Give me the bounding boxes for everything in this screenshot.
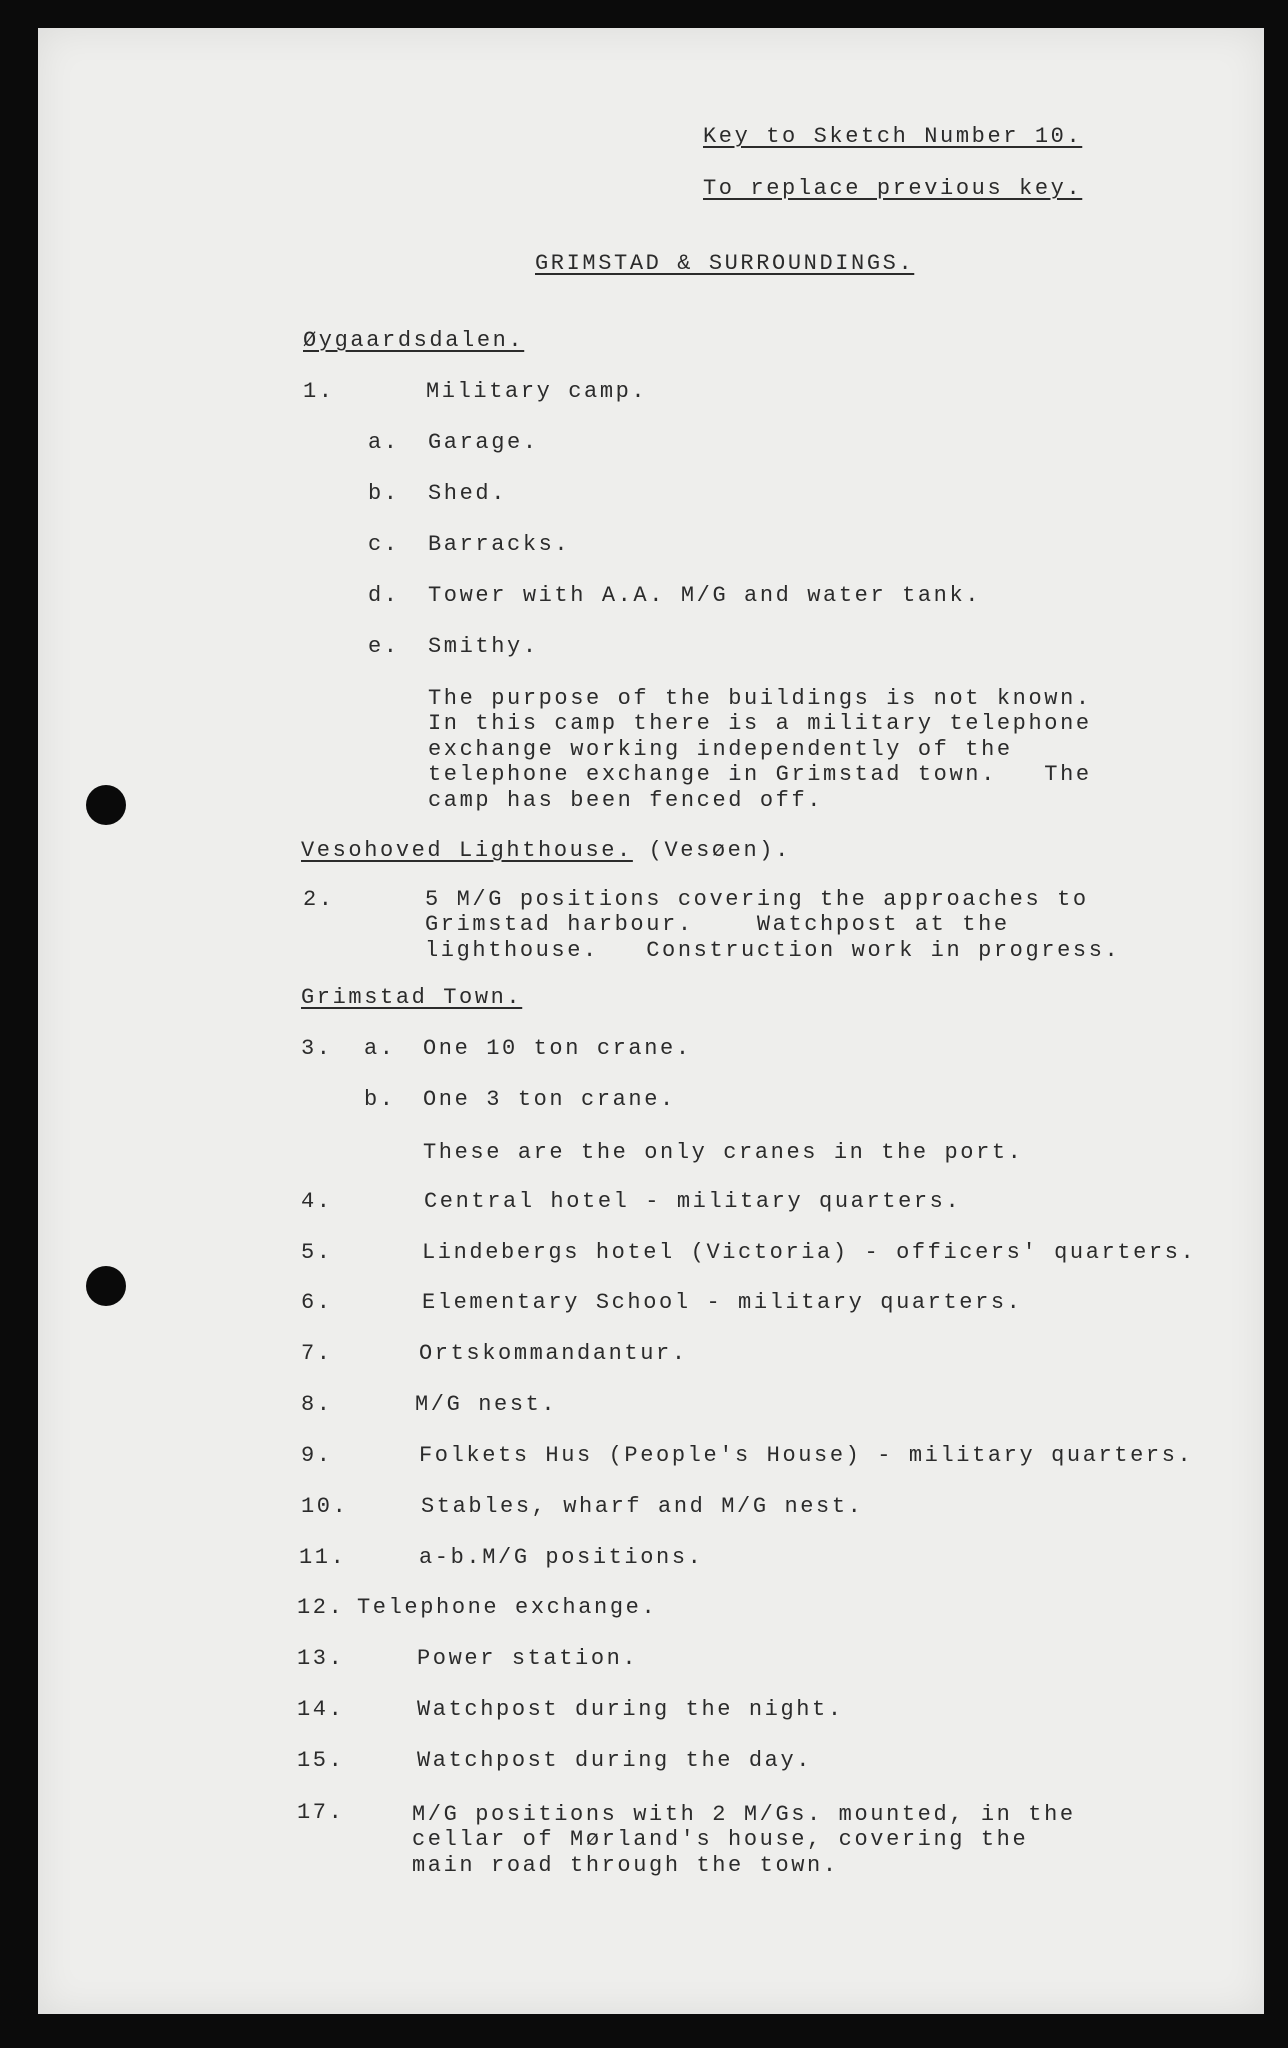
item-text: Lindebergs hotel (Victoria) - officers' quarters. <box>422 1240 1197 1265</box>
section-heading-suffix: (Vesøen). <box>632 838 791 863</box>
item-text: Power station. <box>417 1646 639 1671</box>
item-text: M/G nest. <box>415 1392 558 1417</box>
section-heading: Grimstad Town. <box>301 985 523 1010</box>
note-line: camp has been fenced off. <box>428 788 824 813</box>
item-text-line: lighthouse. Construction work in progress. <box>425 938 1121 963</box>
sub-item-letter: a. <box>368 430 400 455</box>
sub-item-letter: a. <box>364 1036 396 1061</box>
sub-item-letter: c. <box>368 532 400 557</box>
item-number: 3. <box>301 1036 333 1061</box>
item-text-line: main road through the town. <box>412 1853 839 1878</box>
item-text: Watchpost during the night. <box>417 1697 844 1722</box>
item-number: 12. <box>297 1595 345 1620</box>
item-number: 4. <box>301 1189 333 1214</box>
note-line: exchange working independently of the <box>428 737 1013 762</box>
item-text-line: Grimstad harbour. Watchpost at the <box>425 912 1010 937</box>
document-title: GRIMSTAD & SURROUNDINGS. <box>535 251 915 276</box>
punch-hole <box>86 1266 126 1306</box>
item-text-line: M/G positions with 2 M/Gs. mounted, in the <box>412 1802 1076 1827</box>
item-text-line: cellar of Mørland's house, covering the <box>412 1827 1029 1852</box>
item-number: 1. <box>303 379 335 404</box>
item-number: 14. <box>297 1697 345 1722</box>
item-text: Stables, wharf and M/G nest. <box>421 1494 864 1519</box>
sketch-key-line: Key to Sketch Number 10. <box>703 124 1083 149</box>
item-number: 6. <box>301 1290 333 1315</box>
sub-item-text: Barracks. <box>428 532 571 557</box>
item-number: 11. <box>299 1545 347 1570</box>
item-text: a-b.M/G positions. <box>419 1545 704 1570</box>
sub-item-letter: e. <box>368 634 400 659</box>
item-number: 17. <box>297 1800 345 1825</box>
sub-item-text: Tower with A.A. M/G and water tank. <box>428 583 982 608</box>
sub-item-text: Shed. <box>428 481 508 506</box>
sub-item-text: Garage. <box>428 430 539 455</box>
section-heading-underlined: Vesohoved Lighthouse. <box>301 838 633 863</box>
sub-item-text: Smithy. <box>428 634 539 659</box>
sub-item-letter: b. <box>364 1087 396 1112</box>
replace-note: To replace previous key. <box>703 176 1083 201</box>
item-text: Elementary School - military quarters. <box>422 1290 1023 1315</box>
item-number: 10. <box>301 1494 349 1519</box>
section-heading <box>301 838 791 863</box>
sub-item-letter: b. <box>368 481 400 506</box>
item-number: 5. <box>301 1240 333 1265</box>
item-text: Central hotel - military quarters. <box>424 1189 962 1214</box>
item-text: Ortskommandantur. <box>419 1341 688 1366</box>
item-text: Military camp. <box>426 379 648 404</box>
note-line: The purpose of the buildings is not known. <box>428 686 1092 711</box>
note-line: In this camp there is a military telephone <box>428 711 1092 736</box>
sub-item-text: One 10 ton crane. <box>423 1036 692 1061</box>
item-text-line: 5 M/G positions covering the approaches to <box>425 887 1089 912</box>
item-number: 9. <box>301 1443 333 1468</box>
sub-item-letter: d. <box>368 583 400 608</box>
sub-item-text: One 3 ton crane. <box>423 1087 676 1112</box>
note-line: telephone exchange in Grimstad town. The <box>428 762 1092 787</box>
item-number: 15. <box>297 1748 345 1773</box>
section-heading: Øygaardsdalen. <box>303 328 525 353</box>
item-number: 7. <box>301 1341 333 1366</box>
item-text: Telephone exchange. <box>357 1595 658 1620</box>
item-number: 13. <box>297 1646 345 1671</box>
punch-hole <box>86 785 126 825</box>
item-number: 8. <box>301 1392 333 1417</box>
item-text: Folkets Hus (People's House) - military quarters. <box>419 1443 1194 1468</box>
item-number: 2. <box>303 887 335 912</box>
note-line: These are the only cranes in the port. <box>423 1140 1024 1165</box>
item-text: Watchpost during the day. <box>417 1748 813 1773</box>
